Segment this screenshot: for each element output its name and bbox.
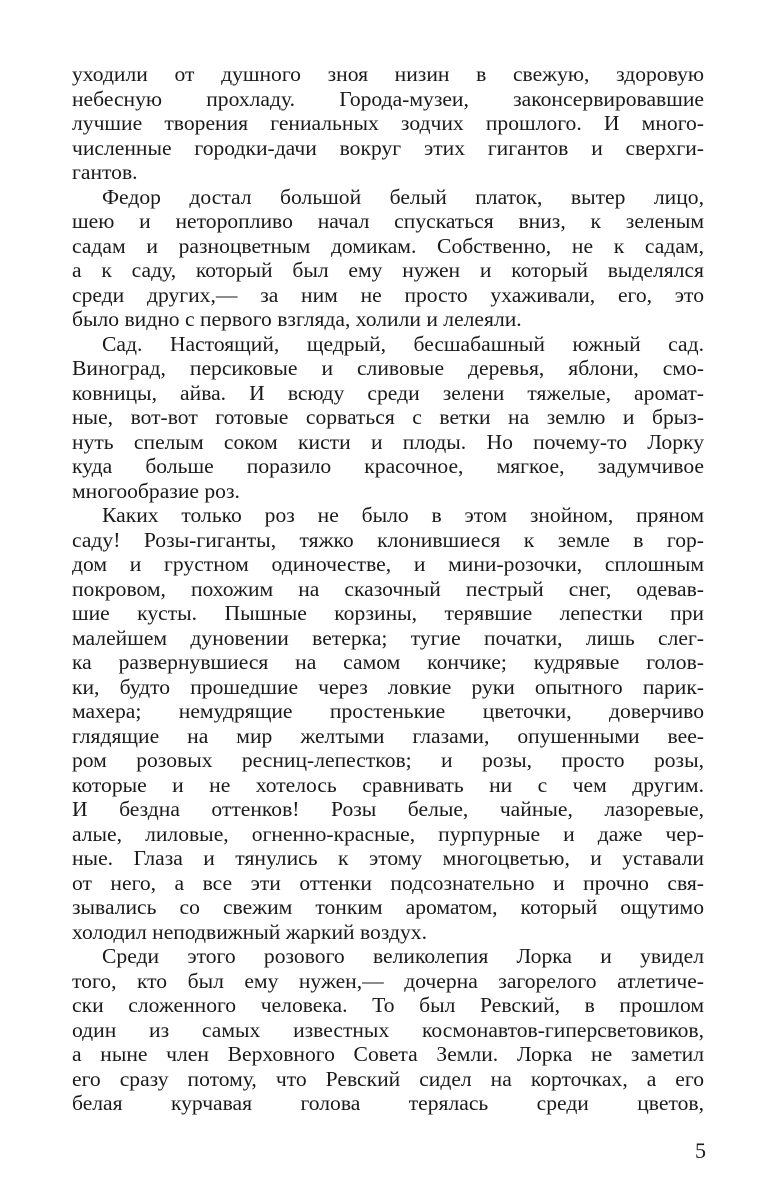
text-line: ковницы, айва. И всюду среди зелени тяжелые, аромат- [72,380,704,405]
paragraph [72,332,704,504]
text-line: покровом, похожим на сказочный пестрый снег, одевав- [72,576,704,601]
text-line: махера; немудрящие простенькие цветочки, доверчиво [72,699,704,723]
text-line: Виноград, персиковые и сливовые деревья, яблони, смо- [72,356,704,380]
text-line: зывались со свежим тонким ароматом, который ощутимо [72,895,704,919]
paragraph [72,185,704,332]
text-line: ка развернувшиеся на самом кончике; кудрявые голов- [72,650,704,674]
text-line: алые, лиловые, огненно-красные, пурпурные и даже чер- [72,821,704,846]
text-line: шие кусты. Пышные корзины, терявшие лепестки при [72,601,704,625]
text-line: холодил неподвижный жаркий воздух. [72,919,427,944]
text-line: шею и неторопливо начал спускаться вниз, к зеленым [72,209,704,233]
text-line: малейшем дуновении ветерка; тугие початки, лишь слег- [72,625,704,650]
text-line: которые и не хотелось сравнивать ни с чем другим. [72,772,704,797]
text-line: многообразие роз. [72,478,240,503]
text-line: того, кто был ему нужен,— дочерна загорелого атлетиче- [72,968,704,993]
text-line: глядящие на мир желтыми глазами, опушенными вее- [72,723,704,748]
text-line: а ныне член Верховного Совета Земли. Лорка не заметил [72,1042,704,1066]
text-line: белая курчавая голова терялась среди цветов, [72,1091,704,1115]
text-line: нуть спелым соком кисти и плоды. Но почему-то Лорку [72,429,704,454]
text-line: садам и разноцветным домикам. Собственно, не к садам, [72,233,704,258]
text-line: саду! Розы-гиганты, тяжко клонившиеся к земле в гор- [72,527,704,552]
text-line: небесную прохладу. Города-музеи, законсервировавшие [72,86,704,111]
text-line: ки, будто прошедшие через ловкие руки опытного парик- [72,674,704,699]
text-line: было видно с первого взгляда, холили и лелеяли. [72,307,522,331]
text-line: один из самых известных космонавтов-гиперсветовиков, [72,1017,704,1042]
text-line: численные городки-дачи вокруг этих гигантов и сверхги- [72,135,704,160]
text-line: лучшие творения гениальных зодчих прошлого. И много- [72,111,704,135]
text-line: среди других,— за ним не просто ухаживали, его, это [72,282,704,307]
text-line: а к саду, который был ему нужен и который выделялся [72,258,704,282]
text-line: куда больше поразило красочное, мягкое, задумчивое [72,454,704,478]
text-line: Среди этого розового великолепия Лорка и увидел [102,944,704,968]
page-number: 5 [695,1138,706,1163]
text-line: ски сложенного человека. То был Ревский, в прошлом [72,993,704,1017]
text-line: ные, вот-вот готовые сорваться с ветки на землю и брыз- [72,405,704,429]
text-line: гантов. [72,160,138,184]
text-line: И бездна оттенков! Розы белые, чайные, лазоревые, [72,797,704,821]
paragraph [72,62,704,185]
text-line: Каких только роз не было в этом знойном, пряном [102,503,704,527]
text-line: Сад. Настоящий, щедрый, бесшабашный южный сад. [102,331,704,356]
text-line: уходили от душного зноя низин в свежую, здоровую [72,62,704,86]
paragraph [72,503,704,944]
body-text [72,62,704,1116]
text-line: дом и грустном одиночестве, и мини-розочки, сплошным [72,552,704,576]
text-line: его сразу потому, что Ревский сидел на корточках, а его [72,1066,704,1091]
paragraph [72,944,704,1116]
text-line: ные. Глаза и тянулись к этому многоцветью, и уставали [72,846,704,870]
text-line: от него, а все эти оттенки подсознательно и прочно свя- [72,870,704,895]
text-line: Федор достал большой белый платок, вытер лицо, [102,184,704,209]
text-line: ром розовых ресниц-лепестков; и розы, просто розы, [72,748,704,772]
